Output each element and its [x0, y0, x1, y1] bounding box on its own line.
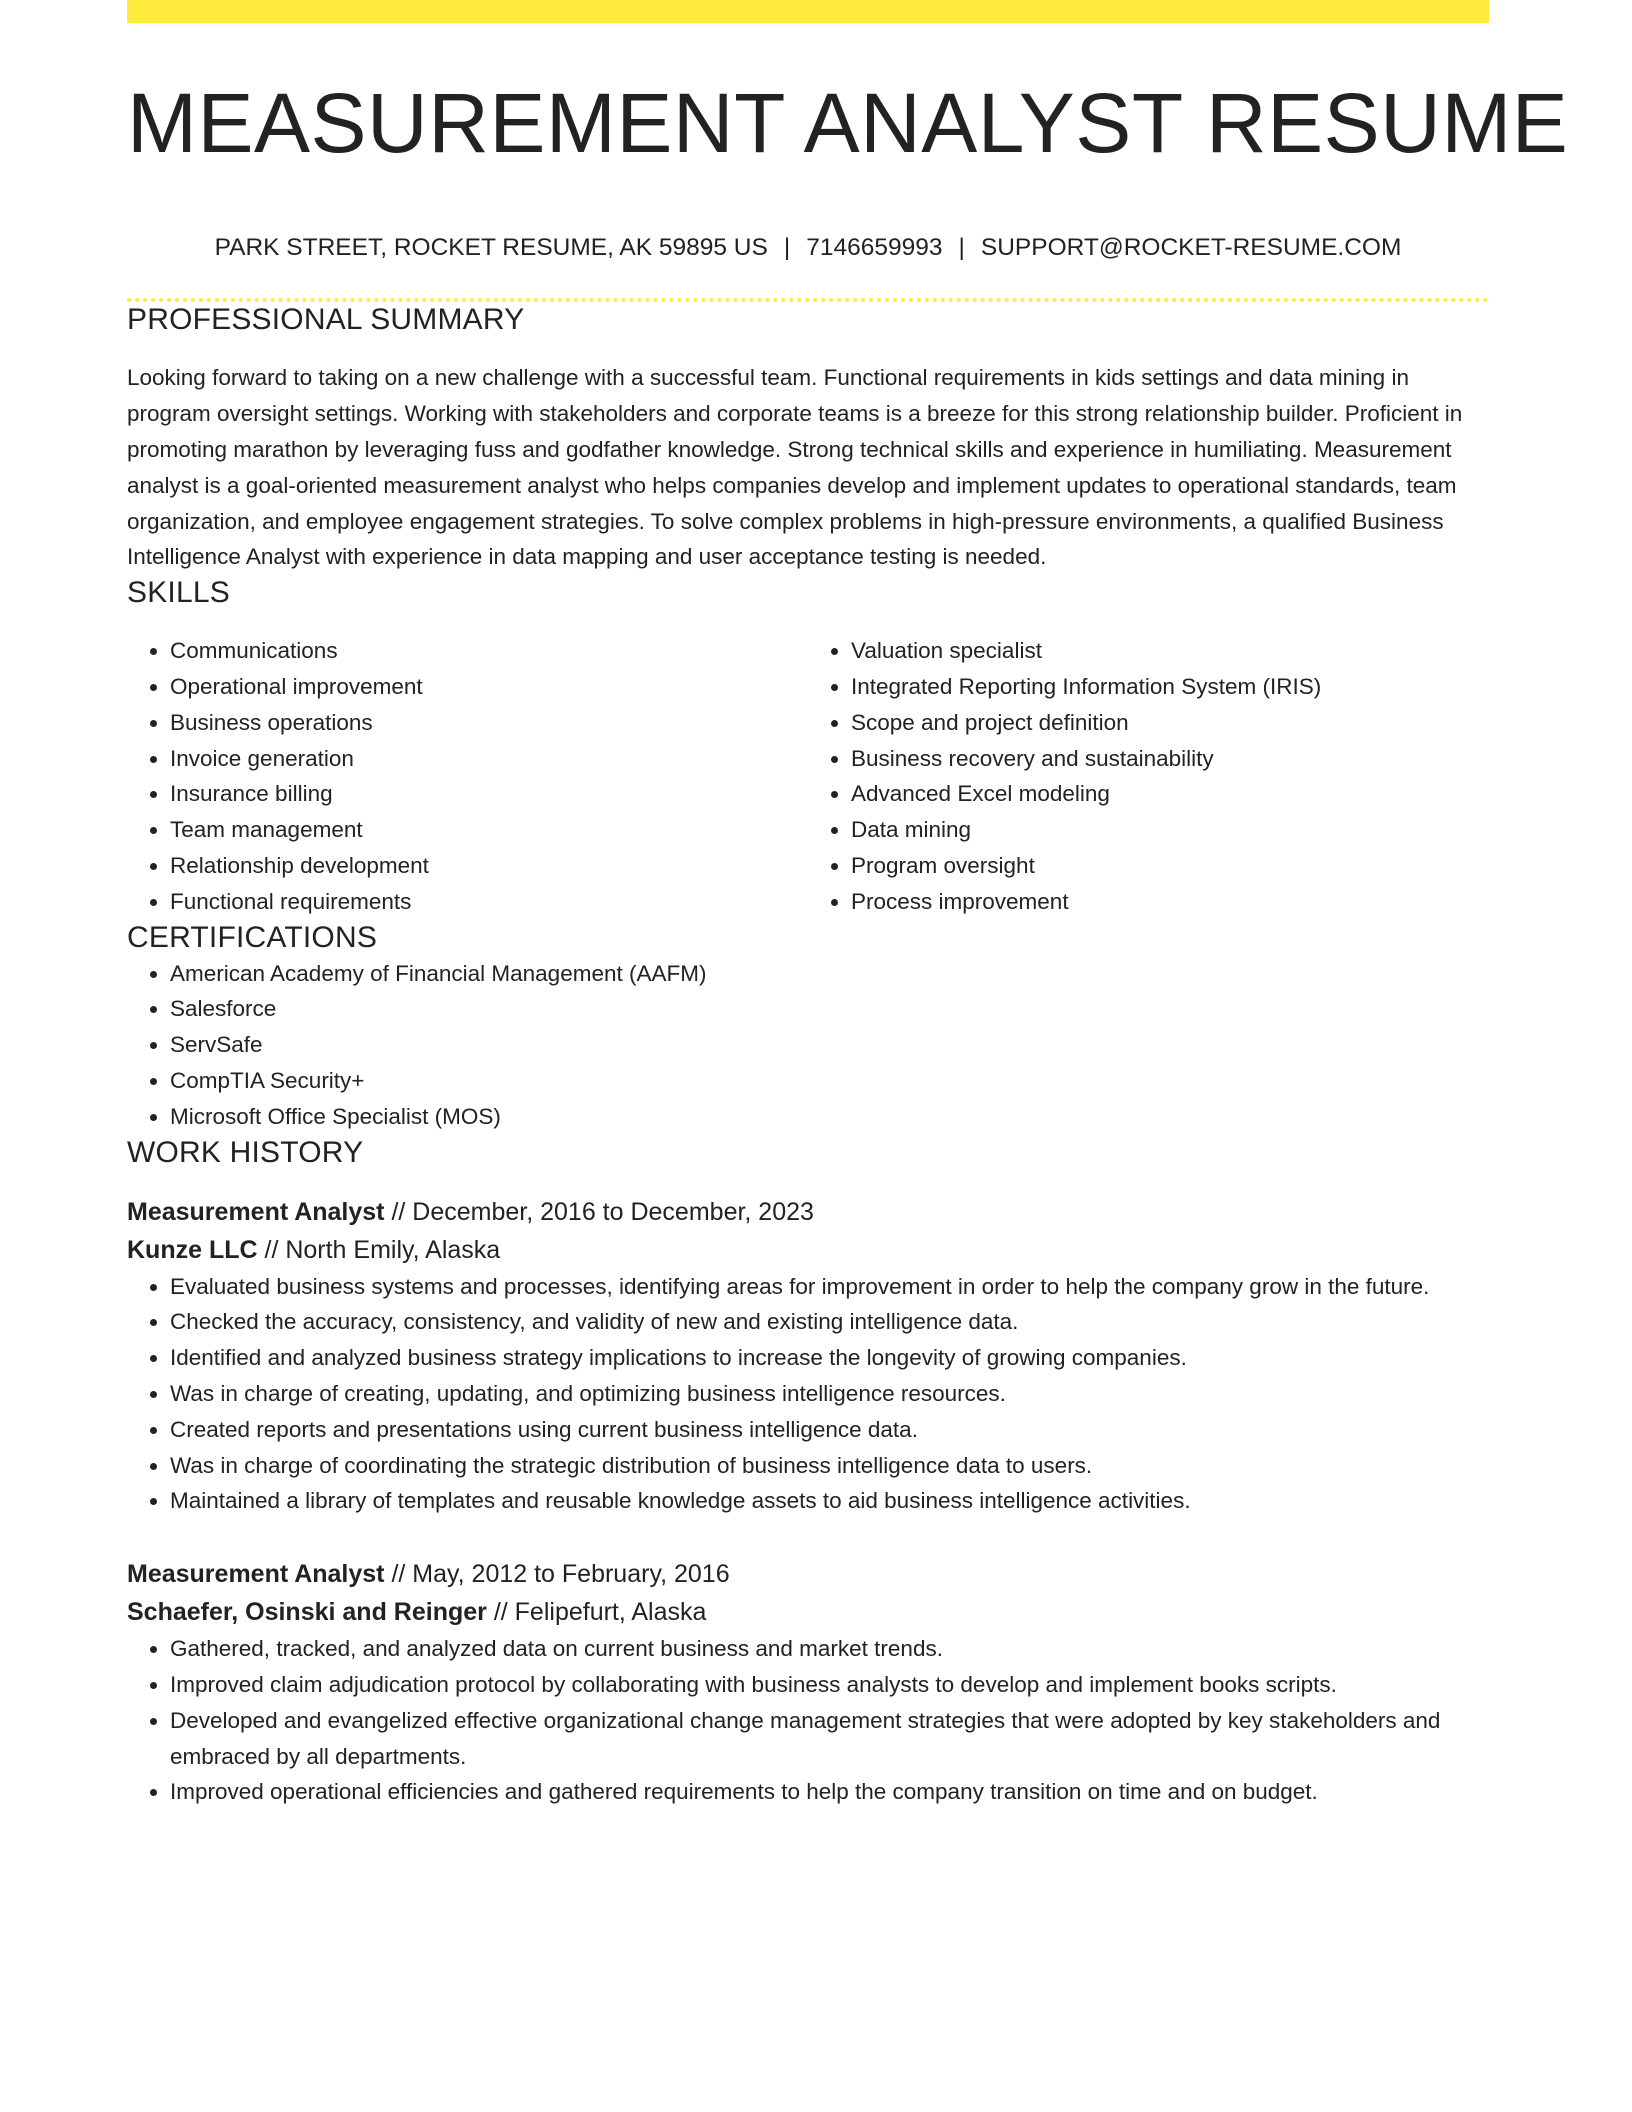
- skill-item: • Invoice generation: [170, 741, 808, 777]
- skill-item: • Team management: [170, 812, 808, 848]
- job-location: // North Emily, Alaska: [257, 1235, 501, 1264]
- accent-top-bar: [127, 0, 1489, 23]
- resume-title: MEASUREMENT ANALYST RESUME: [127, 76, 1569, 170]
- job-bullet: • Improved claim adjudication protocol by collaborating with business analysts to develop and implement books scripts.: [170, 1667, 1489, 1703]
- skills-list-right: [808, 633, 1489, 919]
- contact-separator: |: [958, 234, 965, 261]
- job-role-line: [127, 1555, 1489, 1593]
- skill-item: • Relationship development: [170, 848, 808, 884]
- contact-separator: |: [783, 234, 791, 261]
- job-entry: [127, 1193, 1489, 1520]
- job-location: // Felipefurt, Alaska: [486, 1598, 707, 1627]
- skill-item: • Valuation specialist: [851, 633, 1489, 669]
- job-bullet: • Identified and analyzed business strategy implications to increase the longevity of growing companies.: [170, 1340, 1489, 1376]
- contact-email: SUPPORT@ROCKET-RESUME.COM: [980, 234, 1402, 261]
- skill-item: • Scope and project definition: [851, 705, 1489, 741]
- certification-item: • CompTIA Security+: [170, 1063, 1489, 1099]
- job-bullet: • Maintained a library of templates and reusable knowledge assets to aid business intelligence activities.: [170, 1483, 1489, 1519]
- skills-list-left: [127, 633, 808, 919]
- job-company-line: [127, 1231, 1489, 1269]
- job-role: Measurement Analyst: [127, 1197, 385, 1226]
- summary-heading: PROFESSIONAL SUMMARY: [127, 303, 525, 337]
- job-dates: // May, 2012 to February, 2016: [384, 1560, 730, 1589]
- skill-item: • Functional requirements: [170, 884, 808, 920]
- job-role: Measurement Analyst: [127, 1560, 385, 1589]
- job-company: Schaefer, Osinski and Reinger: [127, 1598, 487, 1627]
- job-entry: [127, 1555, 1489, 1810]
- job-bullet: • Was in charge of creating, updating, and optimizing business intelligence resources.: [170, 1376, 1489, 1412]
- certification-item: • Microsoft Office Specialist (MOS): [170, 1099, 1489, 1135]
- skill-item: • Business recovery and sustainability: [851, 741, 1489, 777]
- certifications-heading: CERTIFICATIONS: [127, 920, 378, 954]
- skills-heading: SKILLS: [127, 576, 230, 610]
- skills-columns: [127, 633, 1489, 919]
- certifications-list: [127, 956, 1489, 1135]
- skill-item: • Communications: [170, 633, 808, 669]
- contact-line: [127, 233, 1489, 262]
- skill-item: • Process improvement: [851, 884, 1489, 920]
- contact-phone: 7146659993: [806, 234, 943, 261]
- job-bullet: • Created reports and presentations using current business intelligence data.: [170, 1412, 1489, 1448]
- job-bullet: • Improved operational efficiencies and gathered requirements to help the company transition on time and on budget.: [170, 1774, 1489, 1810]
- job-bullet: • Was in charge of coordinating the strategic distribution of business intelligence data to users.: [170, 1448, 1489, 1484]
- job-bullets: [127, 1269, 1489, 1520]
- skill-item: • Integrated Reporting Information System (IRIS): [851, 669, 1489, 705]
- skill-item: • Advanced Excel modeling: [851, 776, 1489, 812]
- job-bullets: [127, 1631, 1489, 1810]
- job-bullet: • Checked the accuracy, consistency, and validity of new and existing intelligence data.: [170, 1304, 1489, 1340]
- job-company-line: [127, 1593, 1489, 1631]
- job-bullet: • Gathered, tracked, and analyzed data on current business and market trends.: [170, 1631, 1489, 1667]
- contact-address: PARK STREET, ROCKET RESUME, AK 59895 US: [214, 234, 768, 261]
- summary-text: Looking forward to taking on a new challenge with a successful team. Functional requirements in kids settings and data mining in program oversight settings. Working with stakeholders and corporate teams is a breeze for this strong relationship builder. Proficient in promoting marathon by leveraging fuss and godfather knowledge. Strong technical skills and experience in humiliating. Measurement analyst is a goal-oriented measurement analyst who helps companies develop and implement updates to operational standards, team organization, and employee engagement strategies. To solve complex problems in high-pressure environments, a qualified Business Intelligence Analyst with experience in data mapping and user acceptance testing is needed.: [127, 365, 1463, 570]
- skill-item: • Operational improvement: [170, 669, 808, 705]
- job-bullet: • Evaluated business systems and processes, identifying areas for improvement in order to help the company grow in the future.: [170, 1269, 1489, 1305]
- skill-item: • Insurance billing: [170, 776, 808, 812]
- certification-item: • ServSafe: [170, 1027, 1489, 1063]
- job-role-line: [127, 1193, 1489, 1231]
- skill-item: • Data mining: [851, 812, 1489, 848]
- certification-item: • Salesforce: [170, 991, 1489, 1027]
- resume-page: [127, 0, 1569, 1810]
- job-dates: // December, 2016 to December, 2023: [384, 1197, 814, 1226]
- job-company: Kunze LLC: [127, 1235, 258, 1264]
- certification-item: • American Academy of Financial Management (AAFM): [170, 956, 1489, 992]
- work-history-heading: WORK HISTORY: [127, 1135, 364, 1169]
- job-bullet: • Developed and evangelized effective organizational change management strategies that were adopted by key stakeholders and embraced by all departments.: [170, 1703, 1489, 1775]
- skill-item: • Program oversight: [851, 848, 1489, 884]
- skill-item: • Business operations: [170, 705, 808, 741]
